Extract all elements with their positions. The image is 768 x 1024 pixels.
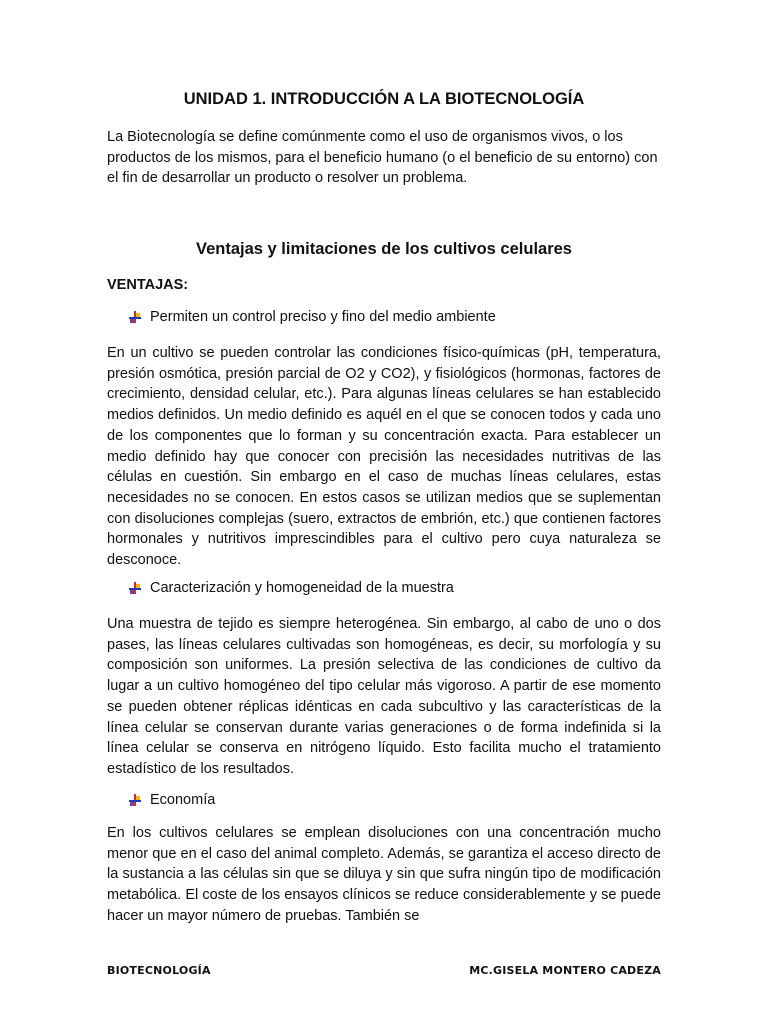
footer-left: BIOTECNOLOGÍA [107, 964, 211, 977]
intro-paragraph: La Biotecnología se define comúnmente como el uso de organismos vivos, o los productos de los mismos, para el beneficio humano (o el beneficio de su entorno) con el fin de desarrollar un producto o resolver un problema. [107, 129, 658, 187]
bullet-paragraph: En un cultivo se pueden controlar las condiciones físico-químicas (pH, temperatura, presión osmótica, presión parcial de O2 y CO2), y fisiológicos (hormonas, factores de crecimiento, densidad celular, etc.). Para algunas líneas celulares se han establecido medios definidos. Un medio definido es aquél en el que se conocen todos y cada uno de los componentes que lo forman y su concentración exacta. Para establecer un medio definido hay que conocer con precisión las necesidades nutritivas de las células en cuestión. Sin embargo en el caso de muchas líneas celulares, estas necesidades no se conocen. En estos casos se utilizan medios que se suplementan con disoluciones complejas (suero, extractos de embrión, etc.) que contienen factores hormonales y nutritivos imprescindibles para el cultivo pero cuya naturaleza se desconoce. [107, 345, 661, 569]
bullet-icon [128, 581, 142, 595]
bullet-item [128, 309, 496, 325]
bullet-heading: Economía [150, 792, 216, 808]
footer-right: MC.GISELA MONTERO CADEZA [469, 964, 661, 977]
advantages-label: VENTAJAS: [107, 277, 189, 293]
bullet-item [128, 792, 215, 808]
bullet-heading: Permiten un control preciso y fino del medio ambiente [150, 309, 496, 325]
bullet-icon [128, 310, 142, 324]
bullet-icon [128, 793, 142, 807]
bullet-paragraph: Una muestra de tejido es siempre heterogénea. Sin embargo, al cabo de uno o dos pases, las líneas celulares cultivadas son homogéneas, es decir, su morfología y su composición son uniformes. La presión selectiva de las condiciones de cultivo da lugar a un cultivo homogéneo del tipo celular más vigoroso. A partir de ese momento se pueden obtener réplicas idénticas en cada subcultivo y las características de la línea celular se conservan durante varias generaciones o de forma indefinida si la línea celular se conserva en nitrógeno líquido. Esto facilita mucho el tratamiento estadístico de los resultados. [107, 616, 661, 777]
section-subtitle: Ventajas y limitaciones de los cultivos celulares [195, 240, 572, 258]
bullet-heading: Caracterización y homogeneidad de la muestra [150, 580, 454, 596]
bullet-item [128, 580, 454, 596]
bullet-paragraph: En los cultivos celulares se emplean disoluciones con una concentración mucho menor que en el caso del animal completo. Además, se garantiza el acceso directo de la sustancia a las células sin que se diluya y sin que sufra ningún tipo de modificación metabólica. El coste de los ensayos clínicos se reduce considerablemente y se puede hacer un mayor número de pruebas. También se [107, 825, 661, 924]
document-title: UNIDAD 1. INTRODUCCIÓN A LA BIOTECNOLOGÍA [183, 90, 585, 108]
